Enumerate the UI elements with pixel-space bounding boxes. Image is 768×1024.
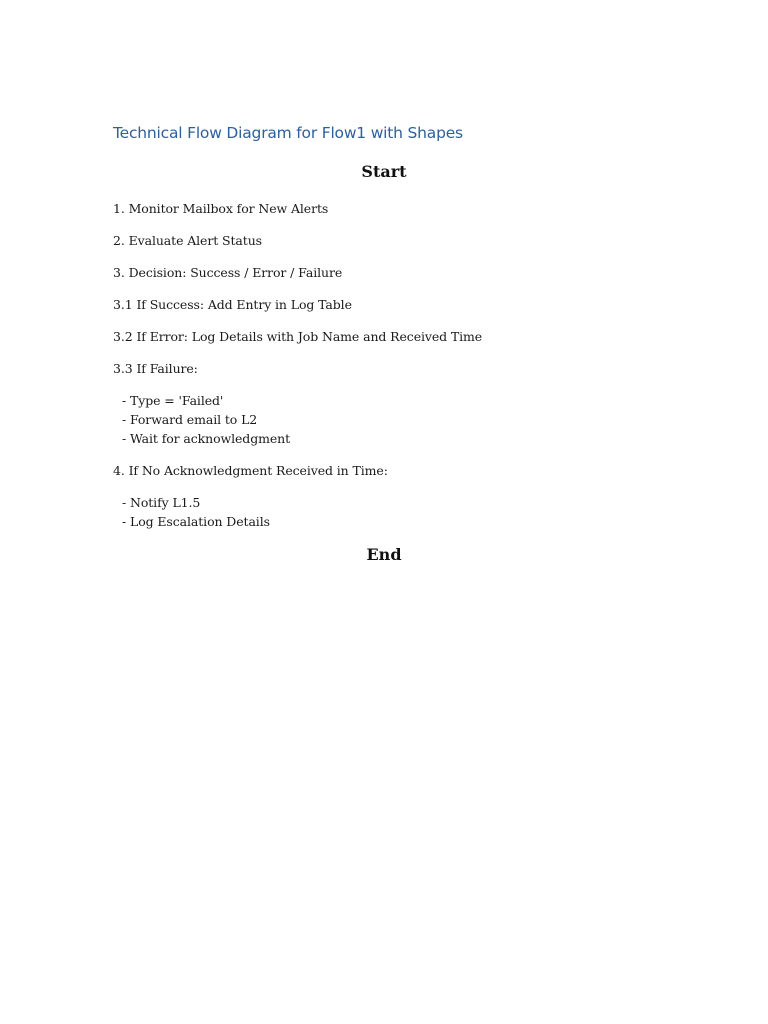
step-3-3: 3.3 If Failure:: [113, 361, 198, 376]
step-1: 1. Monitor Mailbox for New Alerts: [113, 201, 329, 216]
document-title: Technical Flow Diagram for Flow1 with Shapes: [113, 124, 463, 142]
step-3: 3. Decision: Success / Error / Failure: [113, 265, 343, 280]
end-label: End: [366, 545, 402, 564]
step-4: 4. If No Acknowledgment Received in Time:: [113, 463, 388, 478]
step-3-1: 3.1 If Success: Add Entry in Log Table: [113, 297, 352, 312]
step-2: 2. Evaluate Alert Status: [113, 233, 262, 248]
no-ack-action-notify: - Notify L1.5: [122, 495, 201, 510]
start-label: Start: [361, 162, 407, 181]
step-3-2: 3.2 If Error: Log Details with Job Name and Received Time: [113, 329, 483, 344]
failure-action-forward: - Forward email to L2: [122, 412, 258, 427]
failure-action-wait: - Wait for acknowledgment: [122, 431, 291, 446]
failure-action-type: - Type = 'Failed': [122, 393, 224, 408]
no-ack-action-log: - Log Escalation Details: [122, 514, 270, 529]
